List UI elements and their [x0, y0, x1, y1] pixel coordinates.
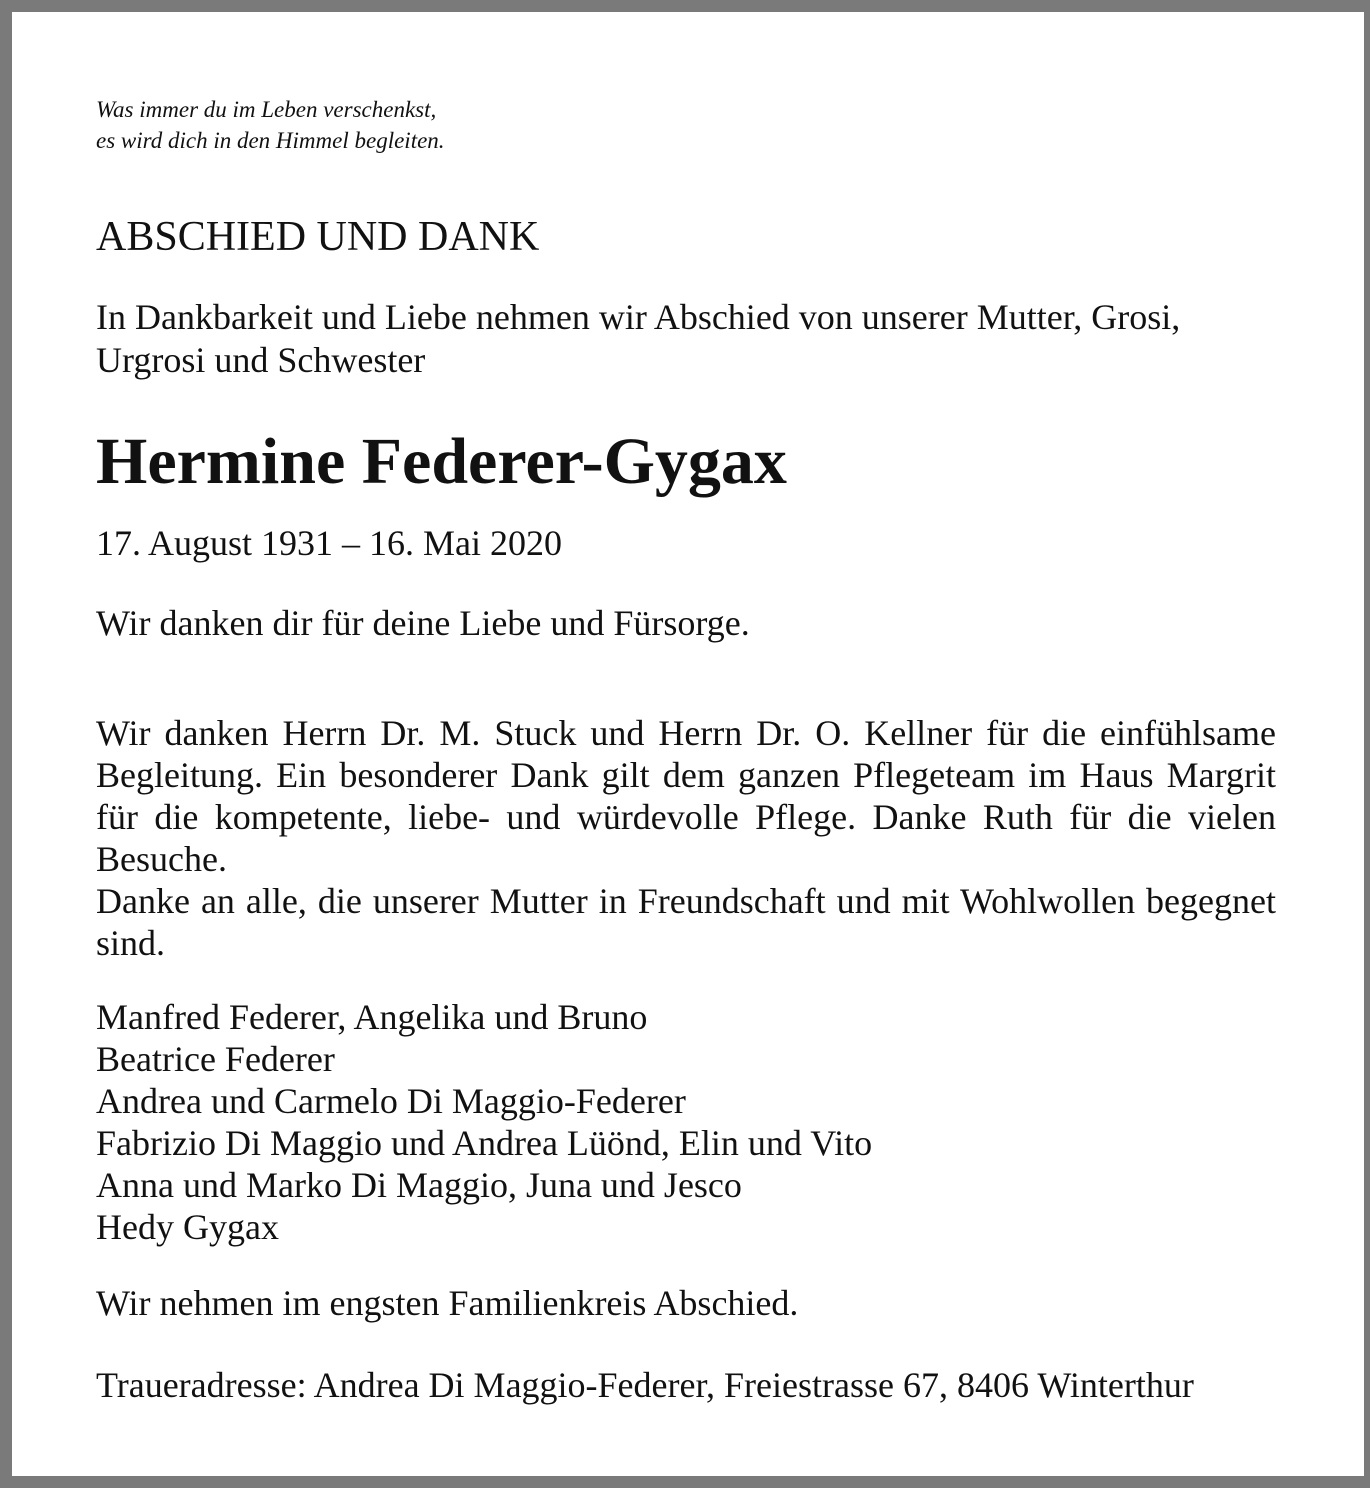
family-member: Hedy Gygax	[96, 1207, 279, 1247]
farewell-note: Wir nehmen im engsten Familienkreis Abschied.	[96, 1283, 799, 1323]
thanks-short: Wir danken dir für deine Liebe und Fürsorge.	[96, 603, 750, 643]
thanks-paragraph-2: Danke an alle, die unserer Mutter in Freundschaft und mit Wohlwollen begegnet sind.	[96, 881, 1276, 963]
family-member: Fabrizio Di Maggio und Andrea Lüönd, Elin und Vito	[96, 1123, 873, 1163]
obituary-notice	[12, 12, 1364, 1476]
mourning-address: Traueradresse: Andrea Di Maggio-Federer, Freiestrasse 67, 8406 Winterthur	[96, 1365, 1194, 1405]
intro-text: In Dankbarkeit und Liebe nehmen wir Abschied von unserer Mutter, Grosi, Urgrosi und Schwester	[96, 297, 1181, 380]
deceased-name: Hermine Federer-Gygax	[96, 425, 787, 498]
notice-heading: ABSCHIED UND DANK	[96, 214, 540, 260]
thanks-paragraphs	[96, 712, 1276, 964]
motto-quote	[96, 94, 1276, 156]
family-member: Andrea und Carmelo Di Maggio-Federer	[96, 1081, 686, 1121]
thanks-paragraph-1: Wir danken Herrn Dr. M. Stuck und Herrn Dr. O. Kellner für die einfühlsame Begleitung. Ein besonderer Dank gilt dem ganzen Pflegeteam im Haus Margrit für die kompetente, liebe- und würdevolle Pflege. Danke Ruth für die vielen Besuche.	[96, 713, 1276, 879]
motto-line-2: es wird dich in den Himmel begleiten.	[96, 128, 445, 153]
motto-line-1: Was immer du im Leben verschenkst,	[96, 97, 437, 122]
family-member: Anna und Marko Di Maggio, Juna und Jesco	[96, 1165, 742, 1205]
family-member: Beatrice Federer	[96, 1039, 335, 1079]
family-member: Manfred Federer, Angelika und Bruno	[96, 997, 648, 1037]
family-list	[96, 996, 1276, 1248]
life-dates: 17. August 1931 – 16. Mai 2020	[96, 523, 563, 563]
